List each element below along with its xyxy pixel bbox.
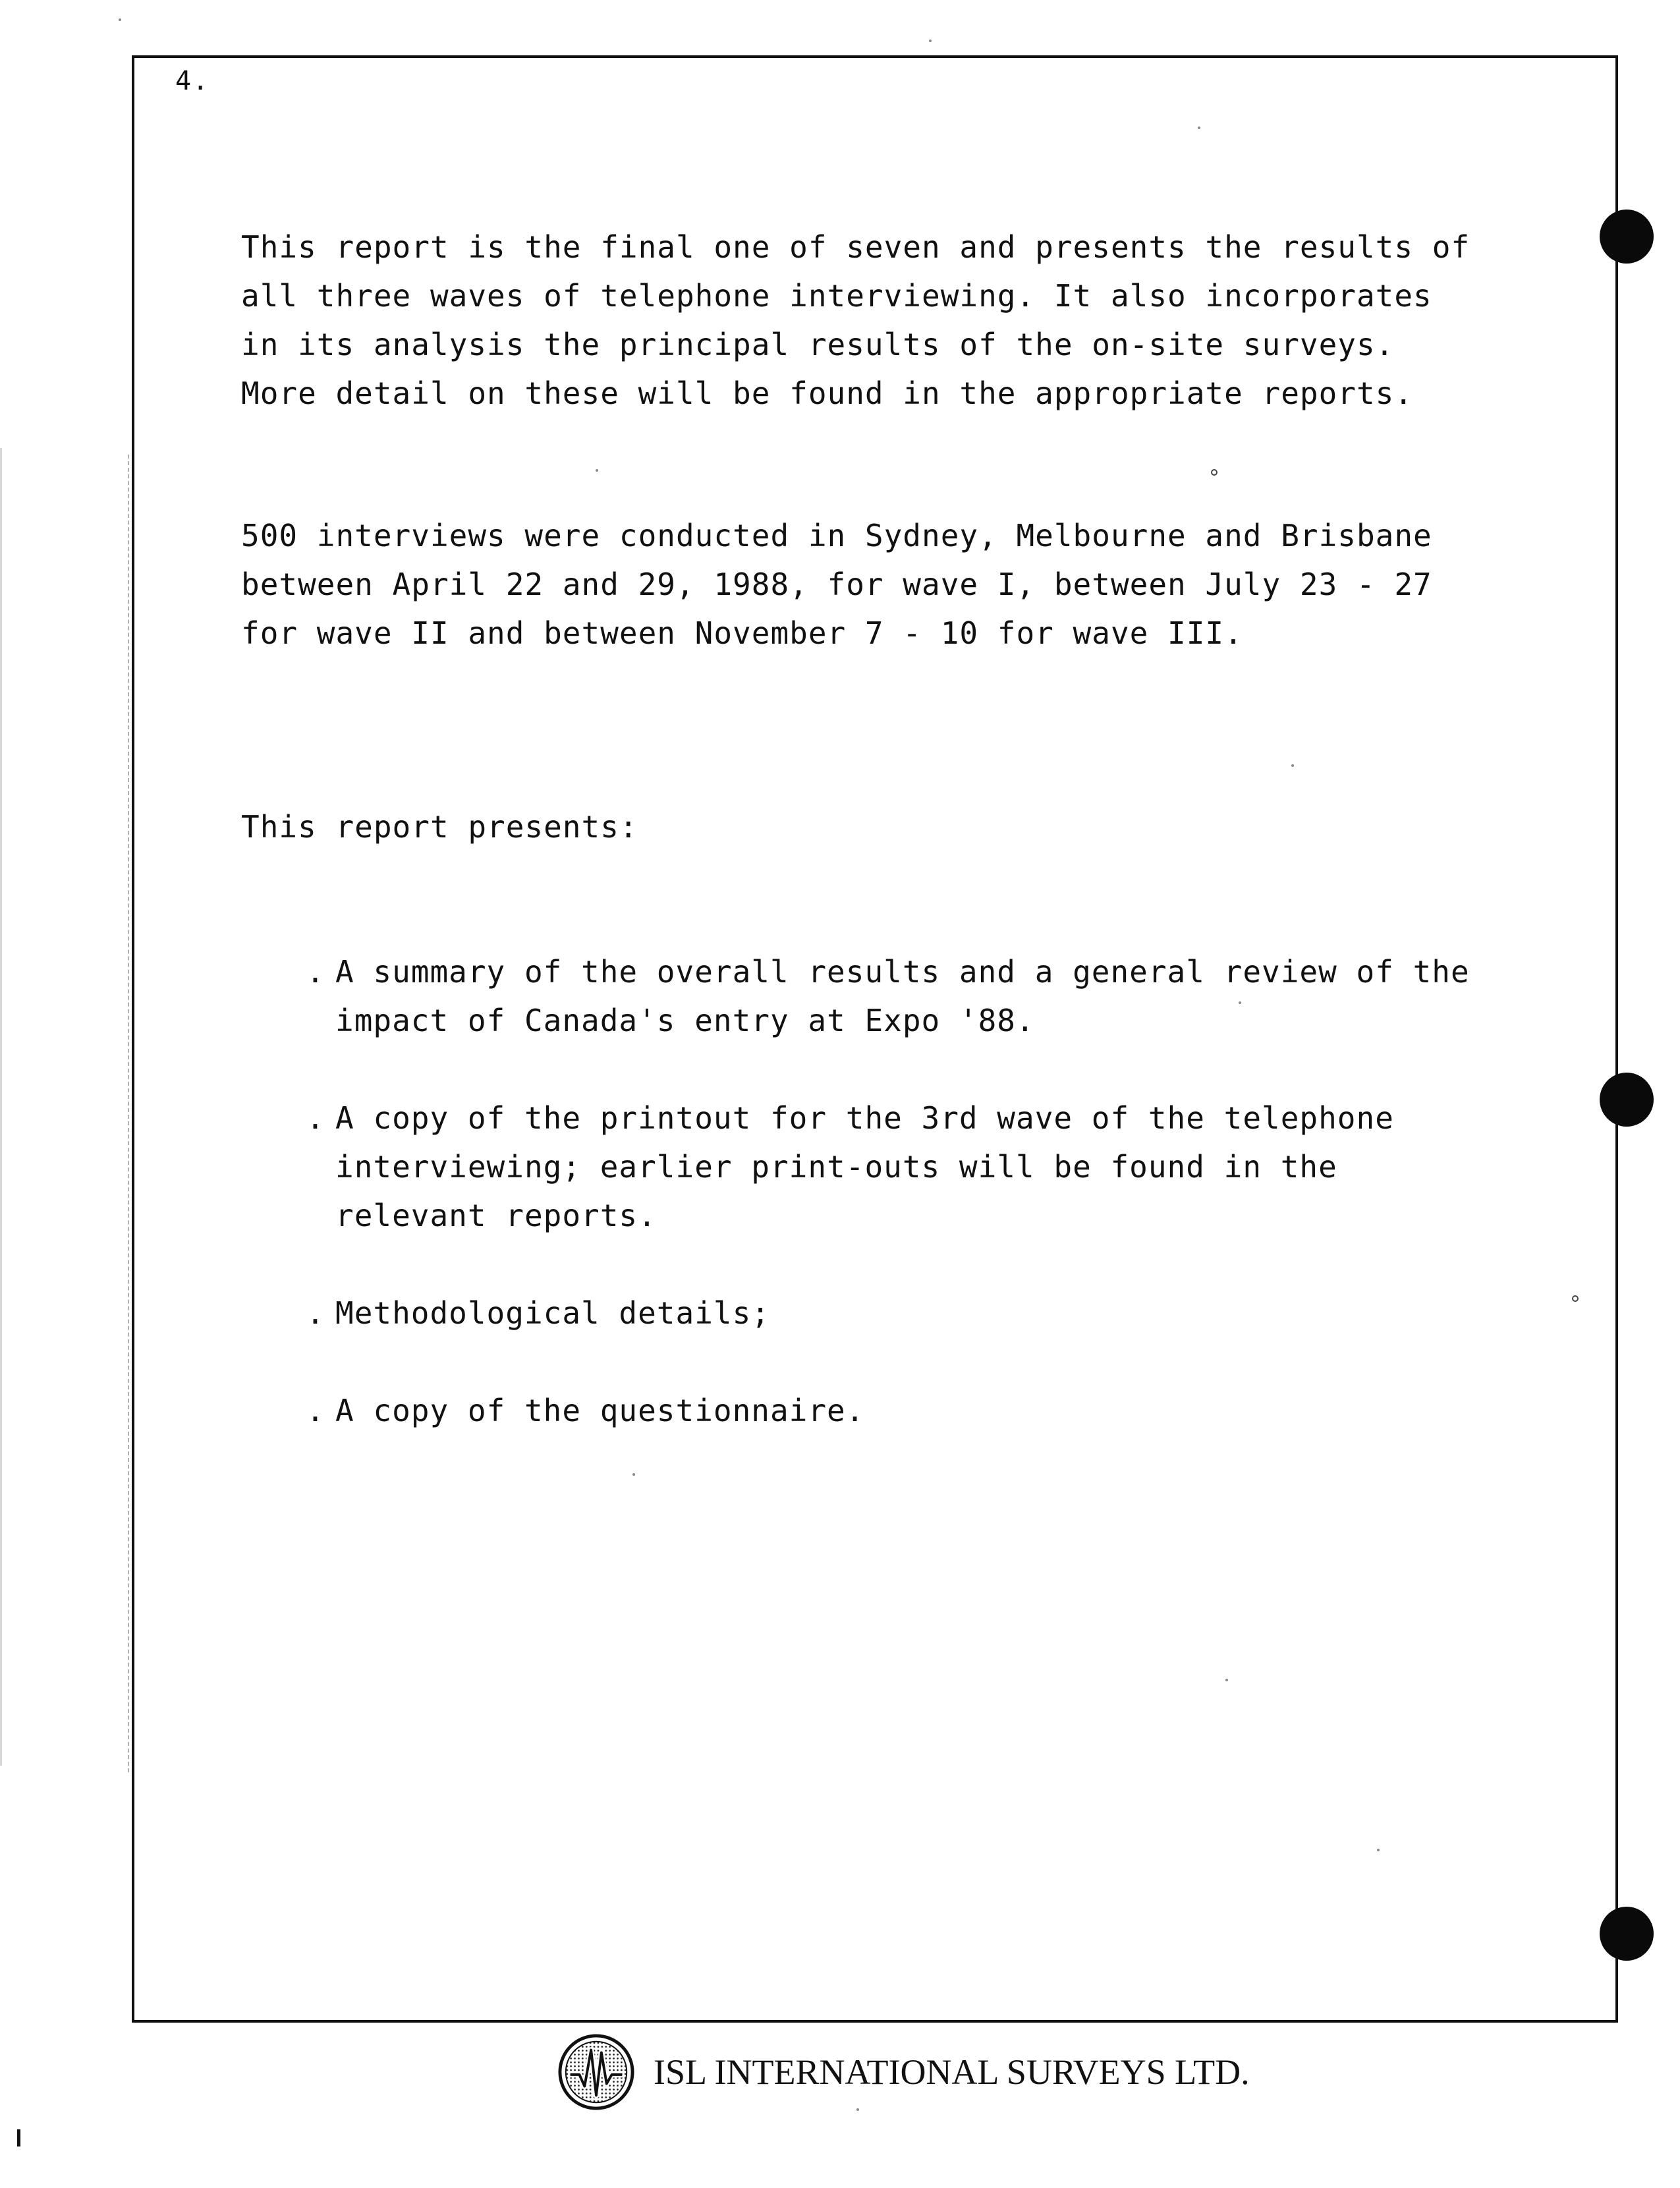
report-presents-heading: This report presents: <box>241 809 638 845</box>
bullet-marker: . <box>306 1100 325 1136</box>
intro-paragraph: This report is the final one of seven and presents the results of all three waves of telephone interviewing. It also incorporates in its analysis the principal results of the on-site surveys. More detail on these will be found in the appropriate reports. <box>241 229 1470 411</box>
scan-speck <box>1291 764 1294 767</box>
scan-speck <box>1198 126 1200 129</box>
bullet-marker: . <box>306 954 325 990</box>
binder-hole-top <box>1600 210 1654 264</box>
scan-edge-line <box>0 448 2 1766</box>
list-item <box>296 1386 1496 1435</box>
report-contents-list <box>296 947 1496 1435</box>
list-item-text: A summary of the overall results and a general review of the impact of Canada's entry at Expo '88. <box>335 954 1470 1038</box>
scan-speck <box>632 1473 635 1476</box>
scan-speck <box>596 469 598 472</box>
list-item <box>296 1289 1496 1337</box>
bullet-marker: . <box>306 1393 325 1428</box>
scan-speck <box>856 2108 859 2111</box>
scan-speck <box>1239 1001 1241 1004</box>
scan-edge-mark <box>17 2129 20 2146</box>
scan-speck <box>1377 1849 1380 1851</box>
bullet-marker: . <box>306 1295 325 1331</box>
list-item <box>296 1094 1496 1240</box>
scan-speck <box>1572 1295 1579 1302</box>
scan-speck <box>1211 469 1218 476</box>
binder-hole-bottom <box>1600 1907 1654 1961</box>
list-item <box>296 947 1496 1045</box>
margin-dash-line <box>128 455 129 1772</box>
page-frame <box>132 55 1618 2023</box>
list-item-text: A copy of the questionnaire. <box>335 1393 865 1428</box>
scan-speck <box>1225 1679 1228 1681</box>
interviews-paragraph: 500 interviews were conducted in Sydney, Melbourne and Brisbane between April 22 and 29, 1988, for wave I, between July 23 - 27 for wave II and between November 7 - 10 for wave III. <box>241 518 1432 651</box>
company-name: ISL INTERNATIONAL SURVEYS LTD. <box>654 2052 1250 2092</box>
scan-speck <box>119 18 121 21</box>
binder-hole-middle <box>1600 1073 1654 1127</box>
isl-globe-logo-icon <box>557 2033 635 2111</box>
scan-speck <box>929 40 932 42</box>
list-item-text: Methodological details; <box>335 1295 770 1331</box>
page-number: 4. <box>175 66 210 96</box>
list-item-text: A copy of the printout for the 3rd wave of the telephone interviewing; earlier print-outs will be found in the relevant reports. <box>335 1100 1394 1233</box>
footer <box>557 2029 1250 2115</box>
